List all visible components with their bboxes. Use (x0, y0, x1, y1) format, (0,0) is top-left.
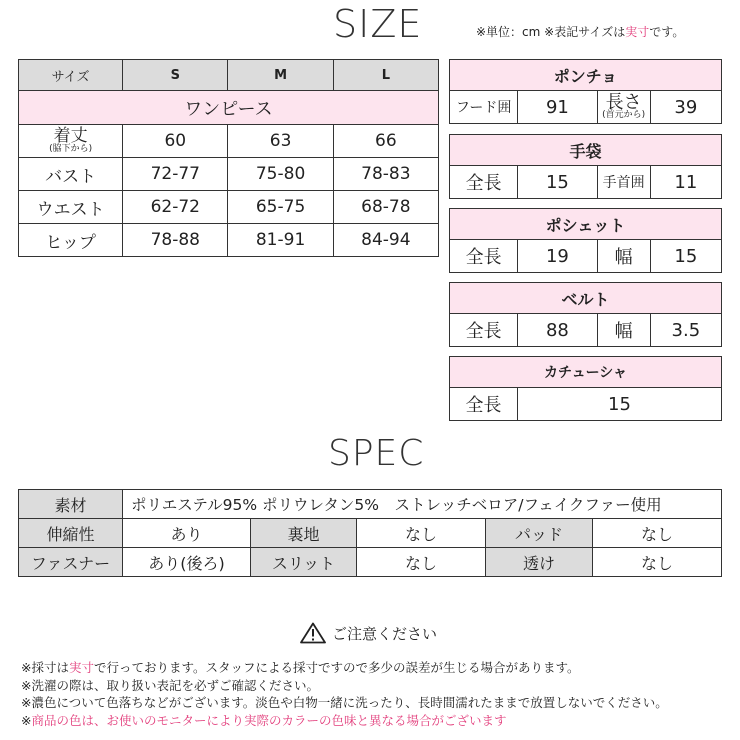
acc-value: 15 (518, 388, 722, 421)
note-line (21, 694, 733, 712)
note-text: ※洗濯の際は、取り扱い表記を必ずご確認ください。 (21, 677, 319, 693)
spec-key: 裏地 (251, 519, 357, 548)
acc-label-sub: (首元から) (602, 109, 646, 120)
note-text: で行っております。スタッフによる採寸ですので多少の誤差が生じる場合があります。 (94, 660, 580, 675)
poncho-title: ポンチョ (450, 60, 722, 91)
row-label-text: 着丈 (53, 126, 88, 146)
acc-label: 全長 (450, 240, 518, 273)
size-col-l: L (333, 60, 438, 91)
caution-title: ご注意ください (332, 624, 438, 643)
acc-label: 幅 (597, 240, 650, 273)
table-row (19, 125, 439, 158)
table-cell: 78-83 (333, 158, 438, 191)
spec-material-label: 素材 (19, 490, 123, 519)
table-cell: 68-78 (333, 191, 438, 224)
note-line (21, 712, 733, 730)
table-row (19, 548, 722, 577)
acc-label (597, 91, 650, 124)
pochette-table (449, 208, 722, 273)
table-cell: 60 (123, 125, 228, 158)
note-text: ※採寸は (21, 660, 69, 675)
spec-value: あり (123, 519, 251, 548)
spec-title: SPEC (328, 433, 425, 474)
spec-key: 伸縮性 (19, 519, 123, 548)
acc-label-text: 長さ (605, 91, 642, 113)
table-row (19, 191, 439, 224)
row-label: バスト (19, 158, 123, 191)
acc-label: 全長 (450, 166, 518, 199)
acc-label: 全長 (450, 314, 518, 347)
caution-heading (300, 622, 437, 644)
unit-note-prefix: ※単位：cm ※表記サイズは (476, 25, 626, 39)
table-cell: 75-80 (228, 158, 333, 191)
belt-title: ベルト (450, 283, 722, 314)
gloves-title: 手袋 (450, 135, 722, 166)
row-label-sub: (脇下から) (49, 144, 93, 154)
table-cell: 78-88 (123, 224, 228, 257)
acc-label: 手首囲 (597, 166, 650, 199)
table-row (19, 490, 722, 519)
poncho-table (449, 59, 722, 124)
row-label: ヒップ (19, 224, 123, 257)
unit-note (476, 23, 684, 40)
acc-value: 15 (518, 166, 597, 199)
note-text: ※ (21, 712, 32, 728)
table-cell: 62-72 (123, 191, 228, 224)
table-cell: 81-91 (228, 224, 333, 257)
spec-key: ファスナー (19, 548, 123, 577)
acc-value: 15 (650, 240, 721, 273)
headband-table (449, 356, 722, 421)
table-cell: 66 (333, 125, 438, 158)
gloves-table (449, 134, 722, 199)
row-label (19, 125, 123, 158)
spec-material-value: ポリエステル95% ポリウレタン5% ストレッチベロア/フェイクファー使用 (123, 490, 722, 519)
acc-value: 91 (518, 91, 597, 124)
acc-value: 88 (518, 314, 597, 347)
spec-key: パッド (486, 519, 593, 548)
spec-key: スリット (251, 548, 357, 577)
acc-value: 3.5 (650, 314, 721, 347)
table-cell: 65-75 (228, 191, 333, 224)
table-cell: 72-77 (123, 158, 228, 191)
table-row (19, 158, 439, 191)
dress-size-table (18, 59, 439, 257)
table-row (19, 224, 439, 257)
acc-value: 19 (518, 240, 597, 273)
pochette-title: ポシェット (450, 209, 722, 240)
acc-label: 全長 (450, 388, 518, 421)
acc-value: 39 (650, 91, 721, 124)
note-text: ※濃色について色落ちなどがございます。淡色や白物一緒に洗ったり、長時間濡れたままで放置しないでください。 (21, 695, 668, 710)
spec-value: なし (593, 519, 722, 548)
size-col-m: M (228, 60, 333, 91)
spec-value: あり(後ろ) (123, 548, 251, 577)
spec-key: 透け (486, 548, 593, 577)
belt-table (449, 282, 722, 347)
table-cell: 63 (228, 125, 333, 158)
warning-icon (300, 622, 326, 644)
note-line (21, 659, 733, 677)
acc-label: 幅 (597, 314, 650, 347)
notes-list (21, 659, 733, 729)
size-corner: サイズ (19, 60, 123, 91)
size-col-s: S (123, 60, 228, 91)
size-title: SIZE (333, 2, 423, 46)
spec-table (18, 489, 722, 577)
spec-value: なし (593, 548, 722, 577)
note-line (21, 677, 733, 695)
dress-section-title: ワンピース (19, 91, 439, 125)
table-cell: 84-94 (333, 224, 438, 257)
spec-value: なし (357, 519, 486, 548)
headband-title: カチューシャ (450, 357, 722, 388)
note-highlight: 実寸 (68, 660, 94, 675)
acc-label: フード囲 (450, 91, 518, 124)
unit-note-highlight: 実寸 (625, 25, 650, 39)
table-row (19, 519, 722, 548)
row-label: ウエスト (19, 191, 123, 224)
unit-note-suffix: です。 (649, 25, 685, 39)
spec-value: なし (357, 548, 486, 577)
note-highlight: 商品の色は、お使いのモニターにより実際のカラーの色味と異なる場合がございます (31, 712, 507, 728)
acc-value: 11 (650, 166, 721, 199)
